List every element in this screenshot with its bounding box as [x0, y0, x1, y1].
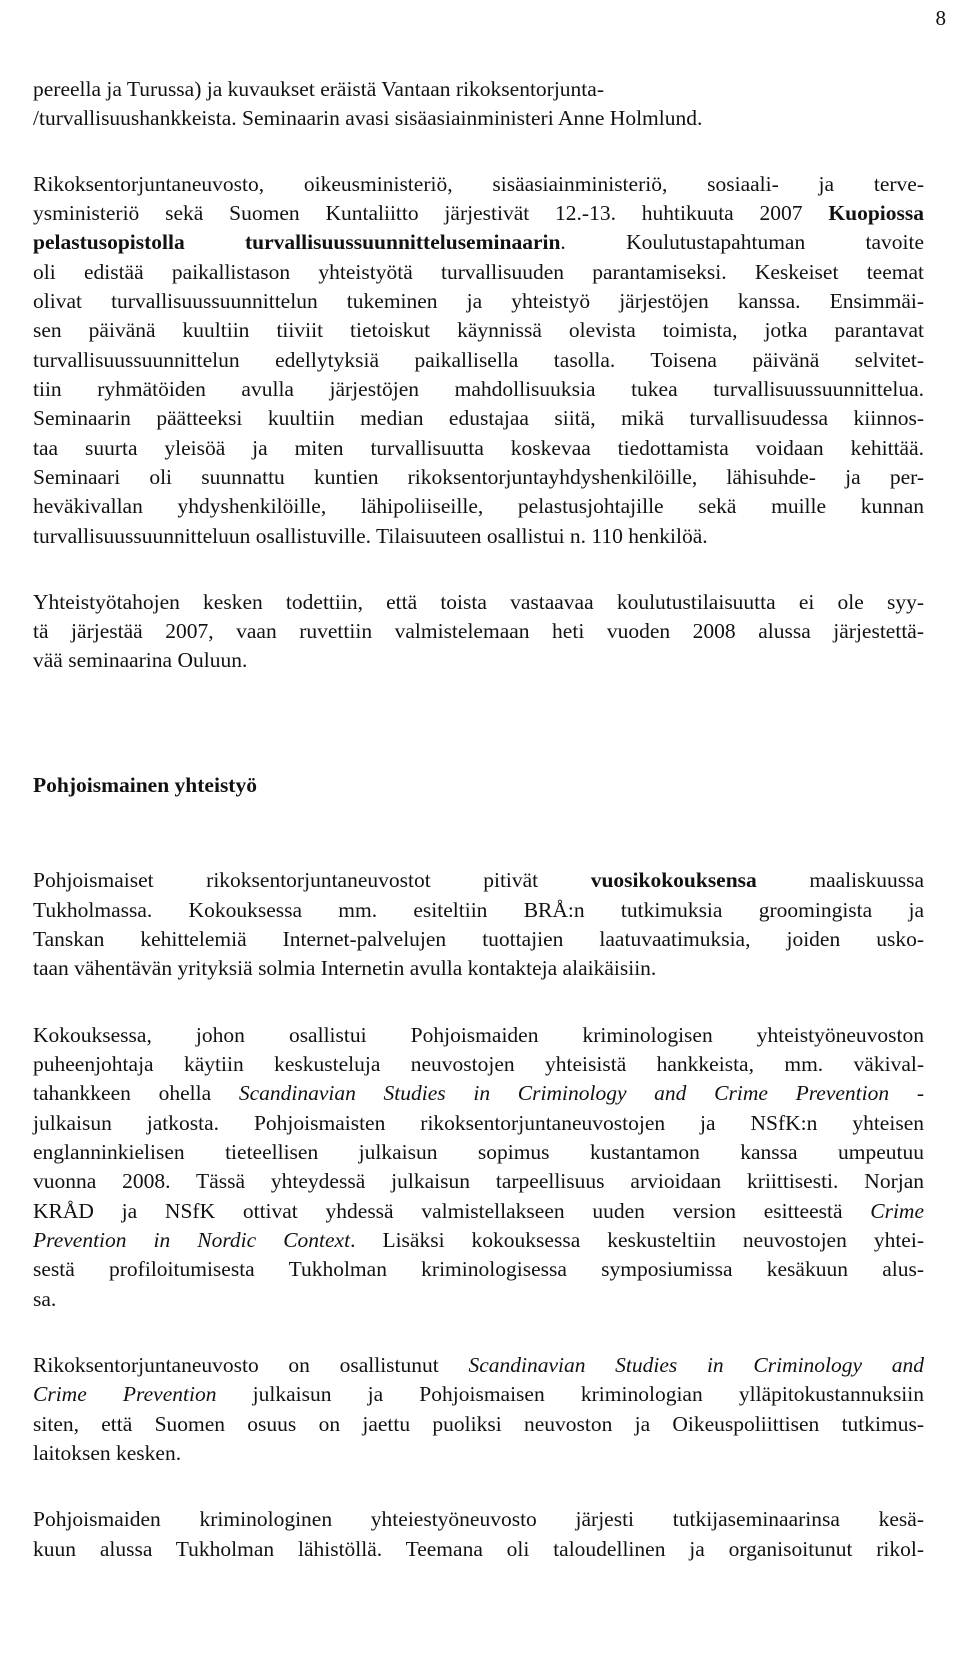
text-line: KRÅD ja NSfK ottivat yhdessä valmistellakseen uuden version esitteestä Crime: [33, 1199, 924, 1223]
text-line: Tanskan kehittelemiä Internet-palvelujen tuottajien laatuvaatimuksia, joiden usko-: [33, 927, 924, 951]
text-line: turvallisuussuunnitteluun osallistuville. Tilaisuuteen osallistui n. 110 henkilöä.: [33, 524, 708, 548]
text-line: kuun alussa Tukholman lähistöllä. Teemana oli taloudellinen ja organisoitunut rikol-: [33, 1537, 924, 1561]
text-line: turvallisuussuunnittelun edellytyksiä paikallisella tasolla. Toisena päivänä selvitet-: [33, 348, 924, 372]
text-line: Kokouksessa, johon osallistui Pohjoismaiden kriminologisen yhteistyöneuvoston: [33, 1023, 924, 1047]
text-line: Crime Prevention julkaisun ja Pohjoismaisen kriminologian ylläpitokustannuksiin: [33, 1382, 925, 1406]
text-line: vuonna 2008. Tässä yhteydessä julkaisun tarpeellisuus arvioidaan kriittisesti. Norjan: [33, 1169, 924, 1193]
text-line: oli edistää paikallistason yhteistyötä turvallisuuden parantamiseksi. Keskeiset teemat: [33, 260, 924, 284]
text-line: laitoksen kesken.: [33, 1441, 182, 1465]
text-line: Rikoksentorjuntaneuvosto, oikeusministeriö, sisäasiainministeriö, sosiaali- ja terve-: [33, 172, 924, 196]
text-line: heväkivallan yhdyshenkilöille, lähipoliiseille, pelastusjohtajille sekä muille kunnan: [33, 494, 924, 518]
text-line: tä järjestää 2007, vaan ruvettiin valmistelemaan heti vuoden 2008 alussa järjestettä-: [33, 619, 924, 643]
text-line: ysministeriö sekä Suomen Kuntaliitto järjestivät 12.-13. huhtikuuta 2007 Kuopiossa: [33, 201, 924, 225]
text-line: sestä profiloitumisesta Tukholman kriminologisessa symposiumissa kesäkuun alus-: [33, 1257, 924, 1281]
text-line: /turvallisuushankkeista. Seminaarin avasi sisäasiainministeri Anne Holmlund.: [33, 106, 703, 130]
text-line: taan vähentävän yrityksiä solmia Internetin avulla kontakteja alaikäisiin.: [33, 956, 657, 980]
text-line: Seminaarin päätteeksi kuultiin median edustajaa siitä, mikä turvallisuudessa kiinnos-: [33, 406, 924, 430]
text-line: Pohjoismaiden kriminologinen yhteiestyöneuvosto järjesti tutkijaseminaarinsa kesä-: [33, 1507, 924, 1531]
text-line: puheenjohtaja käytiin keskusteluja neuvostojen yhteisistä hankkeista, mm. väkival-: [33, 1052, 924, 1076]
text-line: tahankkeen ohella Scandinavian Studies in Criminology and Crime Prevention -: [33, 1081, 924, 1105]
text-line: siten, että Suomen osuus on jaettu puoliksi neuvoston ja Oikeuspoliittisen tutkimus-: [33, 1412, 924, 1436]
text-line: Pohjoismaiset rikoksentorjuntaneuvostot pitivät vuosikokouksensa maaliskuussa: [33, 868, 924, 892]
text-line: pelastusopistolla turvallisuussuunnitteluseminaarin. Koulutustapahtuman tavoite: [33, 230, 924, 254]
page-number: 8: [935, 6, 946, 30]
text-line: Prevention in Nordic Context. Lisäksi kokouksessa keskusteltiin neuvostojen yhtei-: [33, 1228, 924, 1252]
text-line: tiin ryhmätöiden avulla järjestöjen mahdollisuuksia tukea turvallisuussuunnittelua.: [33, 377, 924, 401]
text-line: vää seminaarina Ouluun.: [33, 648, 248, 672]
text-line: pereella ja Turussa) ja kuvaukset eräistä Vantaan rikoksentorjunta-: [33, 77, 604, 101]
text-line: Yhteistyötahojen kesken todettiin, että toista vastaavaa koulutustilaisuutta ei ole syy-: [33, 590, 924, 614]
text-line: julkaisun jatkosta. Pohjoismaisten rikoksentorjuntaneuvostojen ja NSfK:n yhteisen: [33, 1111, 924, 1135]
section-heading: Pohjoismainen yhteistyö: [33, 773, 257, 797]
text-line: Tukholmassa. Kokouksessa mm. esiteltiin BRÅ:n tutkimuksia groomingista ja: [33, 898, 924, 922]
text-line: Seminaari oli suunnattu kuntien rikoksentorjuntayhdyshenkilöille, lähisuhde- ja per-: [33, 465, 924, 489]
text-line: englanninkielisen tieteellisen julkaisun sopimus kustantamon kanssa umpeutuu: [33, 1140, 924, 1164]
text-line: sa.: [33, 1287, 57, 1311]
text-line: Rikoksentorjuntaneuvosto on osallistunut Scandinavian Studies in Criminology and: [33, 1353, 924, 1377]
text-line: sen päivänä kuultiin tiiviit tietoiskut käynnissä olevista toimista, jotka parantavat: [33, 318, 924, 342]
text-line: olivat turvallisuussuunnittelun tukeminen ja yhteistyö järjestöjen kanssa. Ensimmäi-: [33, 289, 924, 313]
text-line: taa suurta yleisöä ja miten turvallisuutta koskevaa tiedottamista voidaan kehittää.: [33, 436, 924, 460]
